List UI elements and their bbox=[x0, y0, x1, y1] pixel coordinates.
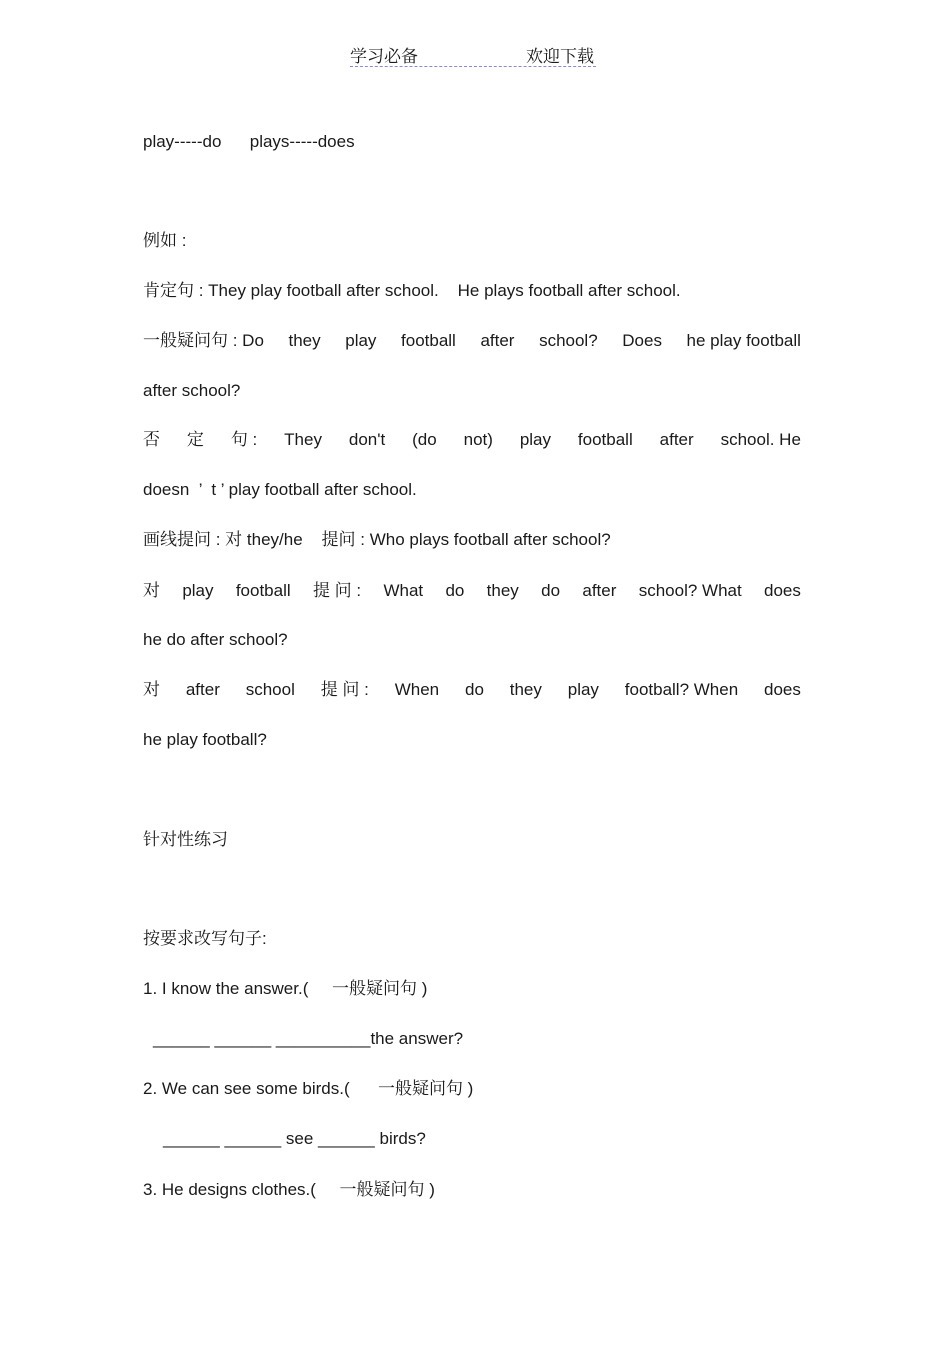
word: When bbox=[394, 680, 440, 699]
word: does bbox=[764, 581, 801, 600]
word: school? What bbox=[638, 581, 742, 600]
word: does bbox=[764, 680, 801, 699]
text-line-1: play-----do plays-----does bbox=[143, 132, 355, 151]
word: play bbox=[519, 430, 551, 449]
word: play bbox=[567, 680, 599, 699]
exercise-2: 2. We can see some birds.( 一般疑问句 ) bbox=[143, 1079, 474, 1098]
text-line-8: 画线提问 : 对 they/he 提问 : Who plays football after school? bbox=[143, 530, 611, 549]
word: they bbox=[509, 680, 542, 699]
text-line-10: he do after school? bbox=[143, 630, 288, 649]
word: school bbox=[245, 680, 295, 699]
exercise-1-blank: ______ ______ __________the answer? bbox=[153, 1029, 464, 1048]
word: school? bbox=[539, 331, 598, 350]
word: after bbox=[480, 331, 515, 350]
word: 对 bbox=[143, 581, 160, 600]
word: they bbox=[288, 331, 321, 350]
word: What bbox=[383, 581, 424, 600]
header-right-text: 欢迎下载 bbox=[526, 47, 594, 66]
header-left-text: 学习必备 bbox=[350, 47, 418, 66]
text-line-4 bbox=[143, 331, 801, 351]
word: after bbox=[185, 680, 220, 699]
text-line-5: after school? bbox=[143, 381, 241, 400]
word: after bbox=[659, 430, 694, 449]
word: after bbox=[582, 581, 617, 600]
word: do bbox=[464, 680, 484, 699]
text-line-2: 例如 : bbox=[143, 231, 187, 250]
word: football bbox=[577, 430, 633, 449]
word: do bbox=[541, 581, 561, 600]
text-line-7: doesn ’ t ’ play football after school. bbox=[143, 480, 417, 499]
text-line-11 bbox=[143, 680, 801, 700]
word: 定 bbox=[186, 430, 204, 449]
exercise-3: 3. He designs clothes.( 一般疑问句 ) bbox=[143, 1180, 435, 1199]
word: football? When bbox=[624, 680, 739, 699]
exercise-2-blank: ______ ______ see ______ birds? bbox=[163, 1129, 426, 1148]
text-line-6 bbox=[143, 430, 801, 450]
word: 否 bbox=[143, 430, 160, 449]
word: 一般疑问句 : Do bbox=[143, 331, 264, 350]
word: not) bbox=[463, 430, 493, 449]
section-heading: 针对性练习 bbox=[143, 830, 228, 849]
word: (do bbox=[412, 430, 437, 449]
page-header bbox=[350, 40, 596, 67]
text-line-3: 肯定句 : They play football after school. He plays football after school. bbox=[143, 281, 681, 300]
word: 句 : bbox=[230, 430, 258, 449]
word: don't bbox=[348, 430, 386, 449]
word: he play football bbox=[686, 331, 801, 350]
word: 提 问 : bbox=[312, 581, 362, 600]
text-line-9 bbox=[143, 581, 801, 601]
text-line-12: he play football? bbox=[143, 730, 267, 749]
exercise-1: 1. I know the answer.( 一般疑问句 ) bbox=[143, 979, 428, 998]
word: football bbox=[235, 581, 291, 600]
word: do bbox=[445, 581, 465, 600]
word: play bbox=[182, 581, 214, 600]
word: 提 问 : bbox=[320, 680, 369, 699]
word: play bbox=[345, 331, 377, 350]
word: 对 bbox=[143, 680, 160, 699]
instruction-text: 按要求改写句子: bbox=[143, 929, 267, 948]
word: Does bbox=[622, 331, 662, 350]
word: football bbox=[401, 331, 456, 350]
word: school. He bbox=[720, 430, 801, 449]
word: they bbox=[486, 581, 519, 600]
word: They bbox=[284, 430, 322, 449]
